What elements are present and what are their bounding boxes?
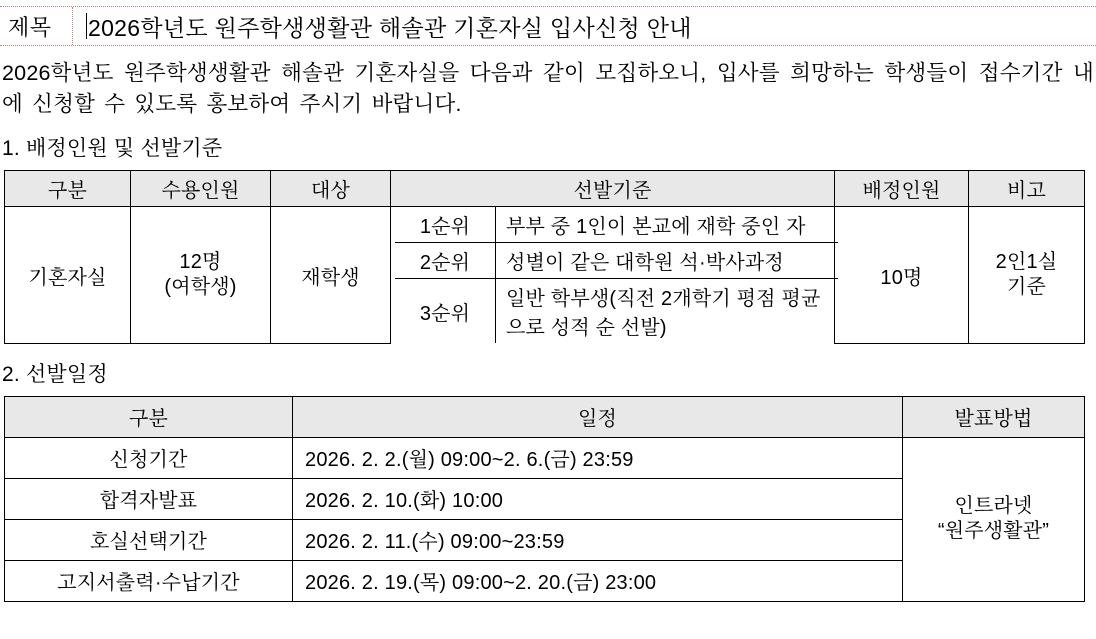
criteria-subtable (395, 207, 838, 343)
criteria-text: 일반 학부생(직전 2개학기 평점 평균으로 성적 순 선발) (496, 279, 839, 344)
cell-gubun: 고지서출력·수납기간 (5, 560, 293, 601)
document-page (0, 6, 1096, 639)
criteria-text: 부부 중 1인이 본교에 재학 중인 자 (496, 207, 839, 243)
th-capacity: 수용인원 (131, 171, 271, 207)
th-gubun: 구분 (5, 396, 293, 437)
th-gubun: 구분 (5, 171, 131, 207)
criteria-rank: 1순위 (395, 207, 496, 243)
th-assigned: 배정인원 (835, 171, 969, 207)
note-line-1: 2인1실 (995, 251, 1058, 274)
table-row (5, 437, 1085, 478)
criteria-rank: 2순위 (395, 243, 496, 279)
cell-method (903, 437, 1085, 601)
title-label: 제목 (8, 14, 52, 40)
criteria-text: 성별이 같은 대학원 석·박사과정 (496, 243, 839, 279)
th-method: 발표방법 (903, 396, 1085, 437)
section-heading-1: 1. 배정인원 및 선발기준 (2, 137, 223, 161)
table-header-row (5, 396, 1085, 437)
table-header-row (5, 171, 1085, 207)
allocation-table (4, 170, 1085, 344)
criteria-row (395, 279, 838, 344)
cell-schedule: 2026. 2. 11.(수) 09:00~23:59 (293, 519, 903, 560)
cell-gubun: 신청기간 (5, 437, 293, 478)
title-row (0, 6, 1096, 46)
section-heading-2: 2. 선발일정 (2, 362, 108, 386)
cell-gubun: 호실선택기간 (5, 519, 293, 560)
th-target: 대상 (271, 171, 391, 207)
th-criteria: 선발기준 (391, 171, 835, 207)
method-line-2: “원주생활관” (937, 520, 1050, 543)
cell-assigned: 10명 (835, 207, 969, 344)
criteria-row (395, 207, 838, 243)
method-line-1: 인트라넷 (954, 495, 1033, 518)
table-row (5, 207, 1085, 344)
th-note: 비고 (969, 171, 1085, 207)
cell-schedule: 2026. 2. 19.(목) 09:00~2. 20.(금) 23:00 (293, 560, 903, 601)
cell-gubun: 합격자발표 (5, 478, 293, 519)
criteria-row (395, 243, 838, 279)
cell-criteria (391, 207, 835, 344)
cell-note (969, 207, 1085, 344)
cell-schedule: 2026. 2. 2.(월) 09:00~2. 6.(금) 23:59 (293, 437, 903, 478)
cell-capacity (131, 207, 271, 344)
cell-gubun: 기혼자실 (5, 207, 131, 344)
intro-paragraph: 2026학년도 원주학생생활관 해솔관 기혼자실을 다음과 같이 모집하오니, 입사를 희망하는 학생들이 접수기간 내에 신청할 수 있도록 홍보하여 주시기 바랍니다. (2, 61, 1094, 117)
capacity-line-2: (여학생) (164, 276, 237, 299)
text-caret (86, 13, 87, 39)
capacity-line-1: 12명 (179, 251, 222, 274)
schedule-table (4, 396, 1085, 602)
note-line-2: 기준 (1006, 276, 1047, 299)
criteria-rank: 3순위 (395, 279, 496, 344)
cell-schedule: 2026. 2. 10.(화) 10:00 (293, 478, 903, 519)
title-value: 2026학년도 원주학생생활관 해솔관 기혼자실 입사신청 안내 (88, 14, 692, 41)
title-field[interactable] (74, 7, 1096, 45)
cell-target: 재학생 (271, 207, 391, 344)
th-schedule: 일정 (293, 396, 903, 437)
